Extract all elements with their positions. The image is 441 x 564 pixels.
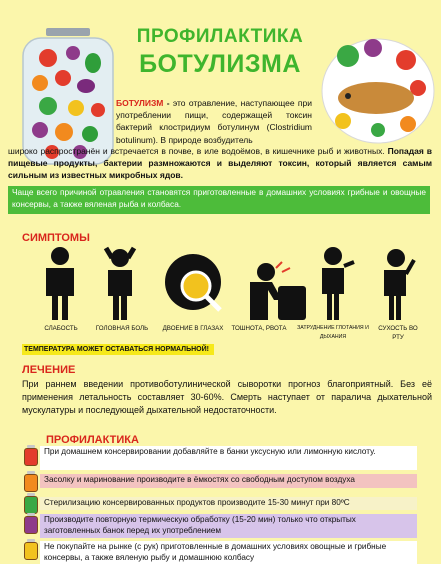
jar-icon [24,542,38,560]
swallowing-difficulty-icon [322,247,354,320]
symptom-label-5: ЗАТРУДНЕНИЕ ГЛОТАНИЯ И ДЫХАНИЯ [297,325,369,340]
symptoms-header: СИМПТОМЫ [22,232,90,244]
headache-icon [106,248,134,320]
nausea-icon [250,262,306,320]
intro-paragraph-full [8,145,432,182]
dry-mouth-icon [384,249,414,320]
symptom-label-1: СЛАБОСТЬ [44,325,78,332]
prevention-item-5: Не покупайте на рынке (с рук) приготовленные в домашних условиях овощные и грибные консервы, а также вяленую рыбу и домашнюю колбасу [40,541,417,564]
prevention-item-2: Засолку и маринование производите в ёмкостях со свободным доступом воздуха [40,474,417,488]
prevention-item-3: Стерилизацию консервированных продуктов производите 15-30 минут при 80ºС [40,497,417,510]
symptom-label-3: ДВОЕНИЕ В ГЛАЗАХ [162,325,224,332]
jar-icon [24,448,38,466]
fish-plate-image [318,26,438,146]
title-line-1: ПРОФИЛАКТИКА [136,26,304,47]
green-note: Чаще всего причиной отравления становятся приготовленные в домашних условиях грибные и овощные консервы, а также вяленая рыба и колбаса. [8,186,430,214]
symptom-figures [28,246,418,322]
temperature-note: ТЕМПЕРАТУРА МОЖЕТ ОСТАВАТЬСЯ НОРМАЛЬНОЙ! [22,344,214,355]
double-vision-icon [165,254,221,310]
intro-bold-text: Попадая в пищевые продукты, бактерии размножаются и выделяют токсин, который является самым сильным из известных микробных ядов. [8,146,432,181]
symptom-label-6: СУХОСТЬ ВО РТУ [378,325,418,341]
intro-dash: - [163,98,173,108]
prevention-item-4: Производите повторную термическую обработку (15-20 мин) только что открытых заготовленных банок перед их употреблением [40,514,417,538]
prevention-header: ПРОФИЛАКТИКА [46,434,139,446]
intro-paragraph [116,97,312,146]
intro-text-1: это отравление, наступающее при употреблении пищи, содержащей токсин бактерий клостридиум ботулинум (Clostridium botulinum). В природе возбудитель [116,98,312,145]
jar-icon [24,496,38,514]
treatment-header: ЛЕЧЕНИЕ [22,364,76,376]
intro-term: БОТУЛИЗМ [116,98,164,108]
symptom-label-4: ТОШНОТА, РВОТА [231,325,287,332]
prevention-item-1: При домашнем консервировании добавляйте в банки уксусную или лимонную кислоту. [40,446,417,470]
intro-text-2: широко распространён и встречается в почве, в иле водоёмов, в кишечнике рыб и животных. [8,146,385,156]
symptom-label-2: ГОЛОВНАЯ БОЛЬ [95,325,149,332]
weakness-icon [46,247,74,320]
treatment-text: При раннем введении противоботулинической сыворотки прогноз благоприятный. Без её применения летальность составляет 30-60%. Смерть наступает от паралича дыхательной мускулатуры и последующей дыхательной недостаточности. [22,379,432,415]
title-line-2: БОТУЛИЗМА [139,50,301,78]
jar-icon [24,516,38,534]
jar-icon [24,474,38,492]
